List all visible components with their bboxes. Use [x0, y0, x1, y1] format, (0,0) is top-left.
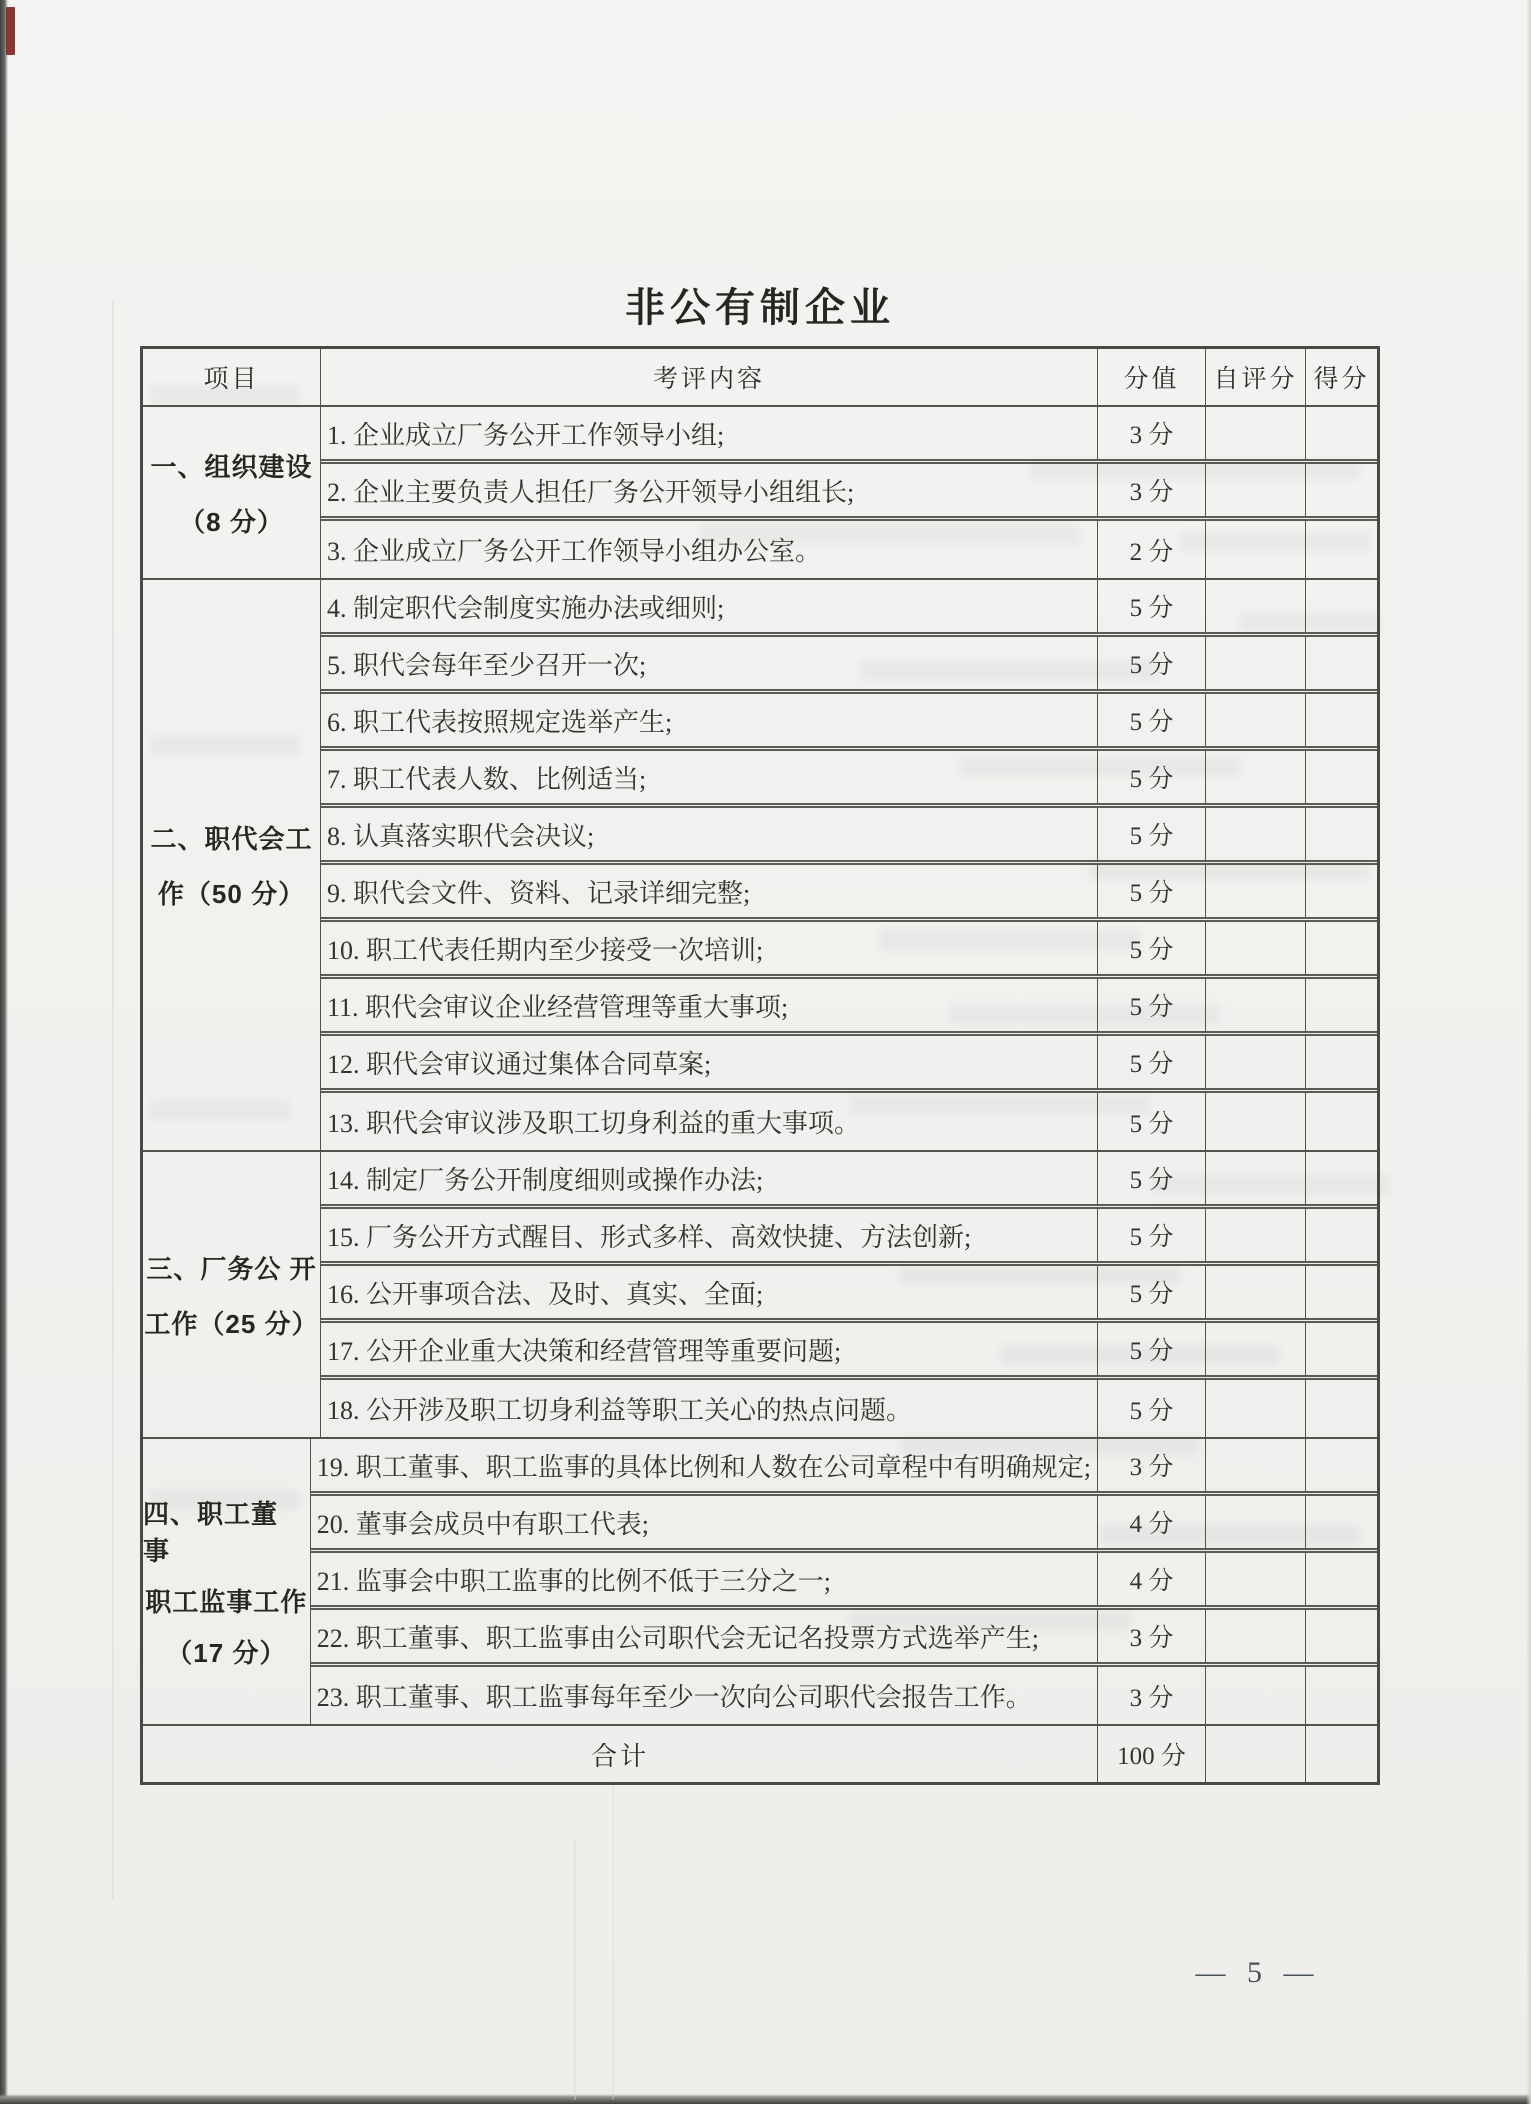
criteria-text: 1. 企业成立厂务公开工作领导小组; — [327, 420, 725, 450]
self-score-cell — [1205, 1266, 1305, 1318]
score-value: 5 分 — [1097, 1266, 1205, 1318]
score-value: 5 分 — [1097, 1323, 1205, 1375]
criteria-text: 4. 制定职代会制度实施办法或细则; — [327, 593, 725, 623]
gained-score-cell — [1305, 808, 1377, 860]
self-score-cell — [1205, 1323, 1305, 1375]
section-label-line: （8 分） — [179, 506, 284, 537]
section-label-line: 三、厂务公 开 — [146, 1253, 317, 1284]
score-value: 5 分 — [1097, 1093, 1205, 1150]
gained-score-cell — [1305, 922, 1377, 974]
score-value: 5 分 — [1097, 1380, 1205, 1437]
self-score-cell — [1205, 1439, 1305, 1491]
section-label — [143, 1152, 321, 1437]
self-score-cell — [1205, 521, 1305, 578]
total-score-value: 100 分 — [1097, 1726, 1205, 1782]
criteria-text: 17. 公开企业重大决策和经营管理等重要问题; — [327, 1336, 842, 1366]
section-label — [143, 580, 321, 1150]
self-score-cell — [1205, 865, 1305, 917]
gained-score-cell — [1305, 637, 1377, 689]
table-row — [321, 580, 1377, 637]
criteria-text: 3. 企业成立厂务公开工作领导小组办公室。 — [327, 537, 822, 566]
column-header-item: 项目 — [143, 349, 321, 405]
self-score-cell — [1205, 1209, 1305, 1261]
section-organization — [143, 407, 1377, 580]
table-header-row — [143, 349, 1377, 407]
self-score-cell — [1205, 1093, 1305, 1150]
gained-score-cell — [1305, 580, 1377, 632]
score-value: 3 分 — [1097, 1610, 1205, 1662]
score-value: 5 分 — [1097, 580, 1205, 632]
score-value: 5 分 — [1097, 751, 1205, 803]
criteria-text: 12. 职代会审议通过集体合同草案; — [327, 1049, 712, 1079]
gained-score-cell — [1305, 1380, 1377, 1437]
gained-score-cell — [1305, 979, 1377, 1031]
section-worker-directors-supervisors — [143, 1439, 1377, 1726]
gained-score-cell — [1305, 1553, 1377, 1605]
self-score-cell — [1205, 1036, 1305, 1088]
table-row — [321, 1380, 1377, 1437]
total-label: 合计 — [590, 1741, 649, 1771]
gained-score-cell — [1305, 521, 1377, 578]
table-row — [321, 464, 1377, 521]
column-header-criteria: 考评内容 — [652, 366, 765, 393]
table-row — [321, 1323, 1377, 1380]
score-value: 5 分 — [1097, 979, 1205, 1031]
score-value: 4 分 — [1097, 1496, 1205, 1548]
score-value: 2 分 — [1097, 521, 1205, 578]
criteria-text: 6. 职工代表按照规定选举产生; — [327, 707, 673, 737]
paper-crease — [574, 1840, 576, 2100]
score-value: 3 分 — [1097, 407, 1205, 459]
gained-score-cell — [1305, 751, 1377, 803]
table-row — [311, 1496, 1377, 1553]
assessment-table — [140, 346, 1380, 1785]
gained-score-cell — [1305, 1036, 1377, 1088]
table-row — [321, 865, 1377, 922]
table-row — [321, 979, 1377, 1036]
score-value: 5 分 — [1097, 694, 1205, 746]
score-value: 5 分 — [1097, 922, 1205, 974]
table-row — [321, 1093, 1377, 1150]
score-value: 5 分 — [1097, 1036, 1205, 1088]
self-score-cell — [1205, 1553, 1305, 1605]
gained-score-cell — [1305, 1667, 1377, 1724]
section-factory-affairs — [143, 1152, 1377, 1439]
self-score-cell — [1205, 407, 1305, 459]
table-row — [321, 1209, 1377, 1266]
score-value: 5 分 — [1097, 1152, 1205, 1204]
table-row — [321, 1036, 1377, 1093]
self-score-cell — [1205, 979, 1305, 1031]
section-label-line: 工作（25 分） — [144, 1308, 319, 1339]
self-score-cell — [1205, 1667, 1305, 1724]
score-value: 5 分 — [1097, 808, 1205, 860]
gained-score-cell — [1305, 865, 1377, 917]
criteria-text: 7. 职工代表人数、比例适当; — [327, 764, 647, 794]
self-score-cell — [1205, 1152, 1305, 1204]
criteria-text: 5. 职代会每年至少召开一次; — [327, 650, 647, 680]
section-label — [143, 407, 321, 578]
score-value: 3 分 — [1097, 464, 1205, 516]
scan-edge-right — [1526, 0, 1531, 2104]
table-row — [311, 1667, 1377, 1724]
self-score-cell — [1205, 580, 1305, 632]
gained-score-cell — [1305, 1439, 1377, 1491]
section-label-line: 二、职代会工 — [150, 824, 313, 854]
total-self-score-cell — [1205, 1726, 1305, 1782]
criteria-text: 23. 职工董事、职工监事每年至少一次向公司职代会报告工作。 — [316, 1683, 1032, 1712]
self-score-cell — [1205, 637, 1305, 689]
paper-crease — [612, 1780, 614, 2100]
criteria-text: 2. 企业主要负责人担任厂务公开领导小组组长; — [327, 477, 855, 507]
criteria-text: 16. 公开事项合法、及时、真实、全面; — [327, 1279, 764, 1309]
criteria-text: 20. 董事会成员中有职工代表; — [316, 1509, 649, 1539]
criteria-text: 13. 职代会审议涉及职工切身利益的重大事项。 — [327, 1109, 861, 1138]
section-label-line: 职工监事工作 — [145, 1586, 308, 1617]
criteria-text: 10. 职工代表任期内至少接受一次培训; — [327, 935, 764, 965]
score-value: 4 分 — [1097, 1553, 1205, 1605]
gained-score-cell — [1305, 1496, 1377, 1548]
gained-score-cell — [1305, 1093, 1377, 1150]
table-row — [321, 808, 1377, 865]
gained-score-cell — [1305, 1266, 1377, 1318]
section-workers-congress — [143, 580, 1377, 1152]
gained-score-cell — [1305, 407, 1377, 459]
table-row — [321, 694, 1377, 751]
self-score-cell — [1205, 751, 1305, 803]
section-label — [143, 1439, 311, 1724]
page-number: — 5 — — [1195, 1956, 1321, 1989]
gained-score-cell — [1305, 1323, 1377, 1375]
paper-crease — [112, 300, 114, 1900]
criteria-text: 19. 职工董事、职工监事的具体比例和人数在公司章程中有明确规定; — [316, 1452, 1091, 1482]
gained-score-cell — [1305, 1152, 1377, 1204]
score-value: 3 分 — [1097, 1667, 1205, 1724]
section-label-line: 一、组织建设 — [150, 451, 313, 482]
gained-score-cell — [1305, 1209, 1377, 1261]
scan-edge-left — [0, 0, 8, 2104]
table-row — [311, 1439, 1377, 1496]
column-header-self-score: 自评分 — [1205, 349, 1305, 405]
criteria-text: 9. 职代会文件、资料、记录详细完整; — [327, 878, 751, 908]
score-value: 3 分 — [1097, 1439, 1205, 1491]
table-row — [321, 1266, 1377, 1323]
criteria-text: 18. 公开涉及职工切身利益等职工关心的热点问题。 — [327, 1396, 913, 1425]
criteria-text: 11. 职代会审议企业经营管理等重大事项; — [327, 992, 789, 1022]
criteria-text: 14. 制定厂务公开制度细则或操作办法; — [327, 1165, 764, 1195]
scan-edge-bottom — [0, 2094, 1531, 2104]
criteria-text: 21. 监事会中职工监事的比例不低于三分之一; — [316, 1566, 831, 1596]
criteria-text: 8. 认真落实职代会决议; — [327, 821, 595, 851]
column-header-score: 分值 — [1097, 349, 1205, 405]
gained-score-cell — [1305, 464, 1377, 516]
self-score-cell — [1205, 464, 1305, 516]
table-row — [321, 751, 1377, 808]
total-gained-score-cell — [1305, 1726, 1377, 1782]
score-value: 5 分 — [1097, 637, 1205, 689]
self-score-cell — [1205, 1496, 1305, 1548]
gained-score-cell — [1305, 1610, 1377, 1662]
table-row — [321, 637, 1377, 694]
score-value: 5 分 — [1097, 865, 1205, 917]
self-score-cell — [1205, 808, 1305, 860]
self-score-cell — [1205, 1380, 1305, 1437]
section-label-line: 四、职工董 事 — [143, 1498, 279, 1566]
table-row — [311, 1610, 1377, 1667]
table-row — [321, 922, 1377, 979]
table-row — [311, 1553, 1377, 1610]
self-score-cell — [1205, 922, 1305, 974]
self-score-cell — [1205, 1610, 1305, 1662]
gained-score-cell — [1305, 694, 1377, 746]
section-label-line: 作（50 分） — [157, 879, 306, 909]
score-value: 5 分 — [1097, 1209, 1205, 1261]
criteria-text: 15. 厂务公开方式醒目、形式多样、高效快捷、方法创新; — [327, 1222, 972, 1252]
criteria-text: 22. 职工董事、职工监事由公司职代会无记名投票方式选举产生; — [316, 1623, 1039, 1653]
section-label-line: （17 分） — [166, 1637, 287, 1668]
table-row — [321, 521, 1377, 578]
table-row — [321, 1152, 1377, 1209]
page-title: 非公有制企业 — [625, 285, 895, 330]
red-edge-mark — [6, 7, 15, 55]
self-score-cell — [1205, 694, 1305, 746]
total-row — [143, 1726, 1377, 1782]
column-header-gained-score: 得分 — [1305, 349, 1377, 405]
table-row — [321, 407, 1377, 464]
